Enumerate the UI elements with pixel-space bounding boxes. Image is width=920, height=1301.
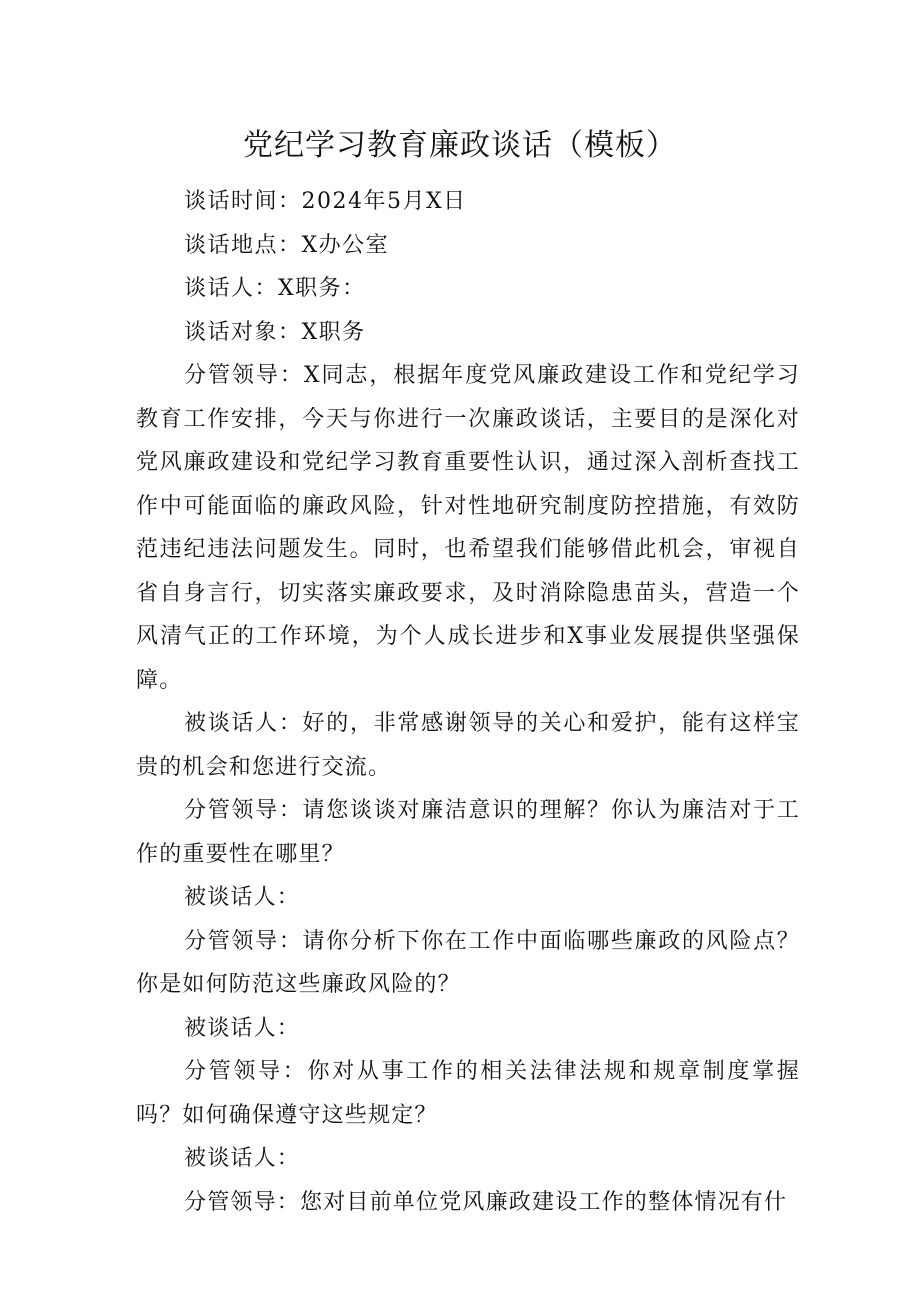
interviewee: 谈话对象：X职务 [184, 319, 366, 345]
interviewer: 谈话人：X职务： [184, 276, 366, 301]
paragraph-question-regulations: 分管领导：你对从事工作的相关法律法规和规章制度掌握吗？如何确保遵守这些规定？ [136, 1059, 800, 1128]
paragraph-interviewee-reply: 被谈话人：好的，非常感谢领导的关心和爱护，能有这样宝贵的机会和您进行交流。 [136, 711, 800, 780]
document-title: 党纪学习教育廉政谈话（模板） [243, 128, 677, 163]
paragraph-question-risk-points: 分管领导：请你分析下你在工作中面临哪些廉政的风险点？你是如何防范这些廉政风险的？ [136, 928, 800, 997]
paragraph-leader-opening: 分管领导：X同志，根据年度党风廉政建设工作和党纪学习教育工作安排，今天与你进行一次廉政谈话，主要目的是深化对党风廉政建设和党纪学习教育重要性认识，通过深入剖析查找工作中可能面临的廉政风险，针对性地研究制度防控措施，有效防范违纪违法问题发生。同时，也希望我们能够借此机会，审视自省自身言行，切实落实廉政要求，及时消除隐患苗头，营造一个风清气正的工作环境，为个人成长进步和X事业发展提供坚强保障。 [136, 363, 800, 693]
meeting-location: 谈话地点：X办公室 [184, 232, 390, 258]
meeting-time: 谈话时间：2024年5月X日 [184, 189, 467, 214]
meeting-info [136, 180, 800, 354]
document-body [136, 180, 800, 1224]
paragraph-answer-blank: 被谈话人： [184, 1015, 301, 1041]
paragraph-answer-blank: 被谈话人： [184, 885, 301, 910]
paragraph-answer-blank: 被谈话人： [184, 1146, 301, 1171]
paragraph-question-overall: 分管领导：您对目前单位党风廉政建设工作的整体情况有什 [184, 1189, 788, 1215]
paragraph-question-integrity: 分管领导：请您谈谈对廉洁意识的理解？你认为廉洁对于工作的重要性在哪里？ [136, 798, 800, 867]
